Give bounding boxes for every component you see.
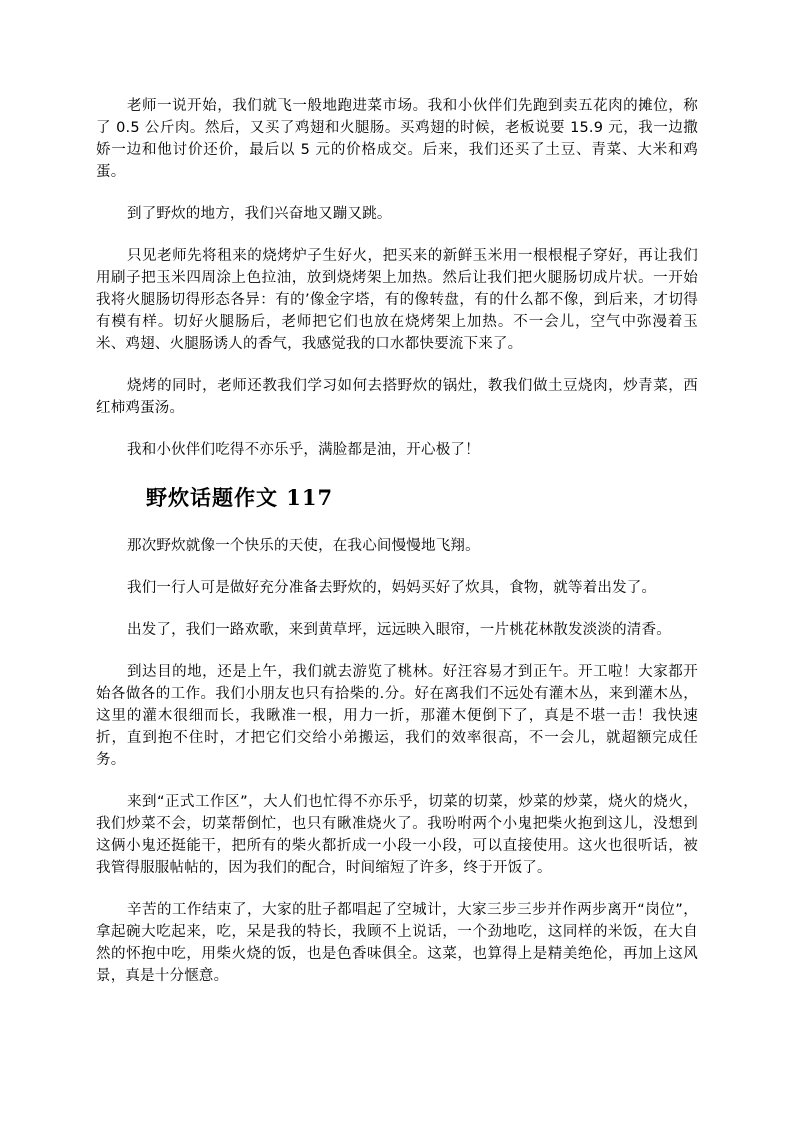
paragraph: 只见老师先将租来的烧烤炉子生好火，把买来的新鲜玉米用一根根棍子穿好，再让我们用刷子把玉米四周涂上色拉油，放到烧烤架上加热。然后让我们把火腿肠切成片状。一开始我将火腿肠切得形态各异：有的’像金字塔，有的像转盘，有的什么都不像，到后来，才切得有模有样。切好火腿肠后，老师把它们也放在烧烤架上加热。不一会儿，空气中弥漫着玉米、鸡翅、火腿肠诱人的香气，我感觉我的口水都快要流下来了。 (96, 248, 698, 352)
paragraph: 那次野炊就像一个快乐的天使，在我心间慢慢地飞翔。 (127, 538, 480, 554)
paragraph: 我和小伙伴们吃得不亦乐乎，满脸都是油，开心极了！ (127, 442, 480, 458)
paragraph: 来到“正式工作区”，大人们也忙得不亦乐乎，切菜的切菜，炒菜的炒菜，烧火的烧火，我们炒菜不会，切菜帮倒忙，也只有瞅准烧火了。我吩咐两个小鬼把柴火抱到这儿，没想到这俩小鬼还挺能干，把所有的柴火都折成一小段一小段，可以直接使用。这火也很听话，被我管得服服帖帖的，因为我们的配合，时间缩短了许多，终于开饭了。 (96, 794, 698, 876)
paragraph: 烧烤的同时，老师还教我们学习如何去搭野炊的锅灶，教我们做土豆烧肉，炒青菜，西红柿鸡蛋汤。 (96, 378, 698, 416)
paragraph: 出发了，我们一路欢歌，来到黄草坪，远远映入眼帘，一片桃花林散发淡淡的清香。 (127, 622, 671, 638)
paragraph: 我们一行人可是做好充分准备去野炊的，妈妈买好了炊具，食物，就等着出发了。 (127, 580, 657, 596)
paragraph: 老师一说开始，我们就飞一般地跑进菜市场。我和小伙伴们先跑到卖五花肉的摊位，称了 0.5 公斤肉。然后，又买了鸡翅和火腿肠。买鸡翅的时候，老板说要 15.9 元，我一边撒娇一边和他讨价还价，最后以 5 元的价格成交。后来，我们还买了土豆、青菜、大米和鸡蛋。 (96, 98, 698, 180)
document-body (96, 95, 698, 987)
paragraph: 到了野炊的地方，我们兴奋地又蹦又跳。 (127, 206, 392, 222)
paragraph: 到达目的地，还是上午，我们就去游览了桃林。好汪容易才到正午。开工啦！大家都开始各做各的工作。我们小朋友也只有拾柴的.分。好在离我们不远处有灌木丛，来到灌木丛，这里的灌木很细而长，我瞅准一根，用力一折，那灌木便倒下了，真是不堪一击！我快速折，直到抱不住时，才把它们交给小弟搬运，我们的效率很高，不一会儿，就超额完成任务。 (96, 664, 698, 768)
paragraph: 辛苦的工作结束了，大家的肚子都唱起了空城计，大家三步三步并作两步离开“岗位”，拿起碗大吃起来，吃，呆是我的特长，我顾不上说话，一个劲地吃，这同样的米饭，在大自然的怀抱中吃，用柴火烧的饭，也是色香味俱全。这菜，也算得上是精美绝伦，再加上这风景，真是十分惬意。 (96, 902, 698, 984)
section-title: 野炊话题作文 117 (146, 485, 334, 510)
